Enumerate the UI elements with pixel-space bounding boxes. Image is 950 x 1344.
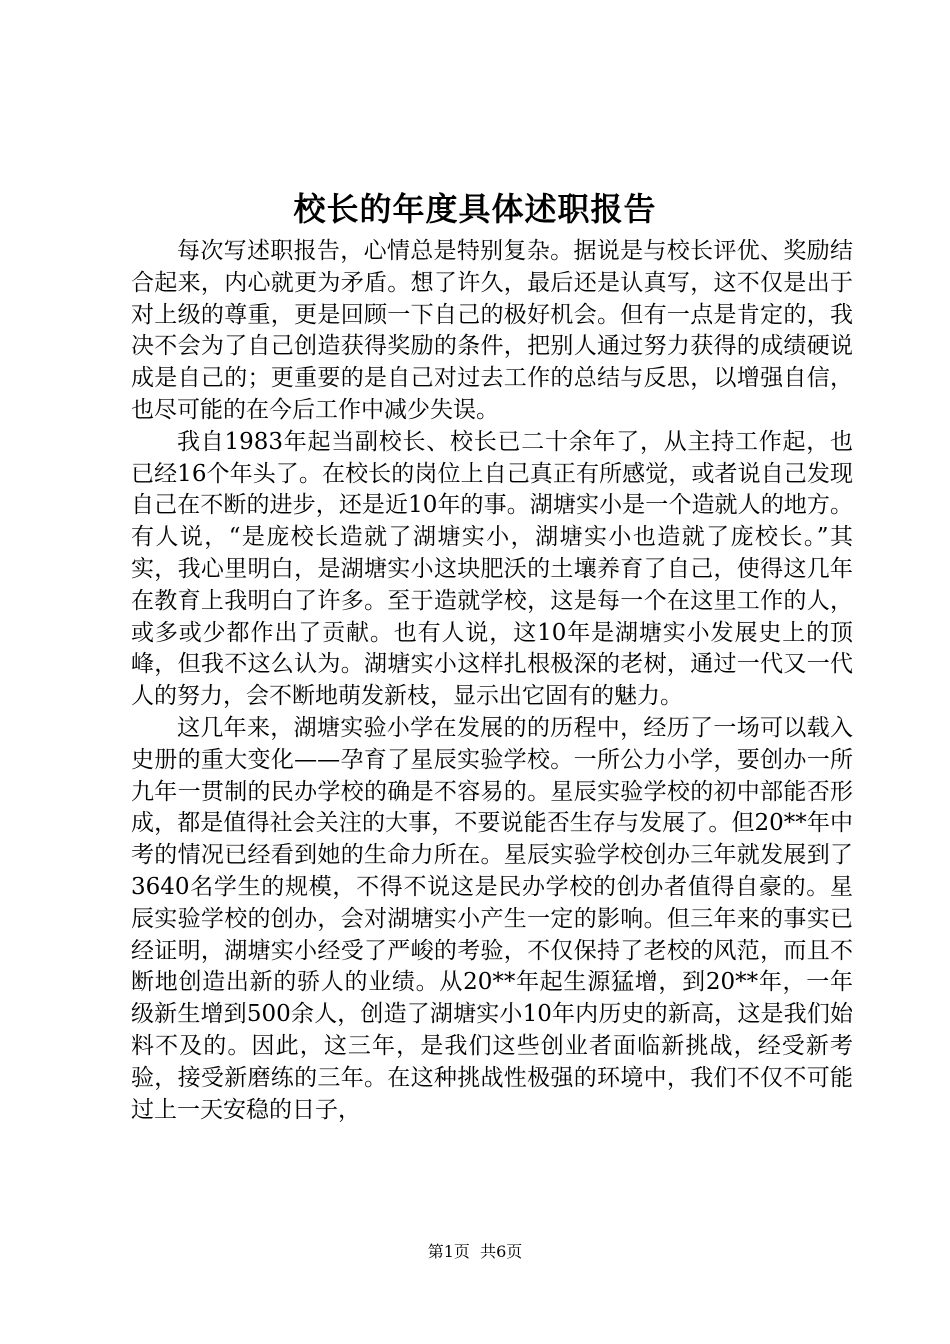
page-title: 校长的年度具体述职报告 [293,190,657,228]
page-number: 第1页 共6页 [427,1242,523,1261]
document-body [131,236,853,1126]
paragraph: 每次写述职报告，心情总是特别复杂。据说是与校长评优、奖励结合起来，内心就更为矛盾。想了许久，最后还是认真写，这不仅是出于对上级的尊重，更是回顾一下自己的极好机会。但有一点是肯定的，我决不会为了自己创造获得奖励的条件，把别人通过努力获得的成绩硬说成是自己的；更重要的是自己对过去工作的总结与反思，以增强自信，也尽可能的在今后工作中减少失误。 [131,238,853,423]
paragraph: 我自1983年起当副校长、校长已二十余年了，从主持工作起，也已经16个年头了。在校长的岗位上自己真正有所感觉，或者说自己发现自己在不断的进步，还是近10年的事。湖塘实小是一个造就人的地方。有人说，“是庞校长造就了湖塘实小，湖塘实小也造就了庞校长。”其实，我心里明白，是湖塘实小这块肥沃的土壤养育了自己，使得这几年在教育上我明白了许多。至于造就学校，这是每一个在这里工作的人，或多或少都作出了贡献。也有人说，这10年是湖塘实小发展史上的顶峰，但我不这么认为。湖塘实小这样扎根极深的老树，通过一代又一代人的努力，会不断地萌发新枝，显示出它固有的魅力。 [131,428,853,710]
paragraph: 这几年来，湖塘实验小学在发展的的历程中，经历了一场可以载入史册的重大变化——孕育了星辰实验学校。一所公力小学，要创办一所九年一贯制的民办学校的确是不容易的。星辰实验学校的初中部能否形成，都是值得社会关注的大事，不要说能否生存与发展了。但20**年中考的情况已经看到她的生命力所在。星辰实验学校创办三年就发展到了3640名学生的规模，不得不说这是民办学校的创办者值得自豪的。星辰实验学校的创办，会对湖塘实小产生一定的影响。但三年来的事实已经证明，湖塘实小经受了严峻的考验，不仅保持了老校的风范，而且不断地创造出新的骄人的业绩。从20**年起生源猛增，到20**年，一年级新生增到500余人，创造了湖塘实小10年内历史的新高，这是我们始料不及的。因此，这三年，是我们这些创业者面临新挑战，经受新考验，接受新磨练的三年。在这种挑战性极强的环境中，我们不仅不可能过上一天安稳的日子， [131,714,853,1123]
